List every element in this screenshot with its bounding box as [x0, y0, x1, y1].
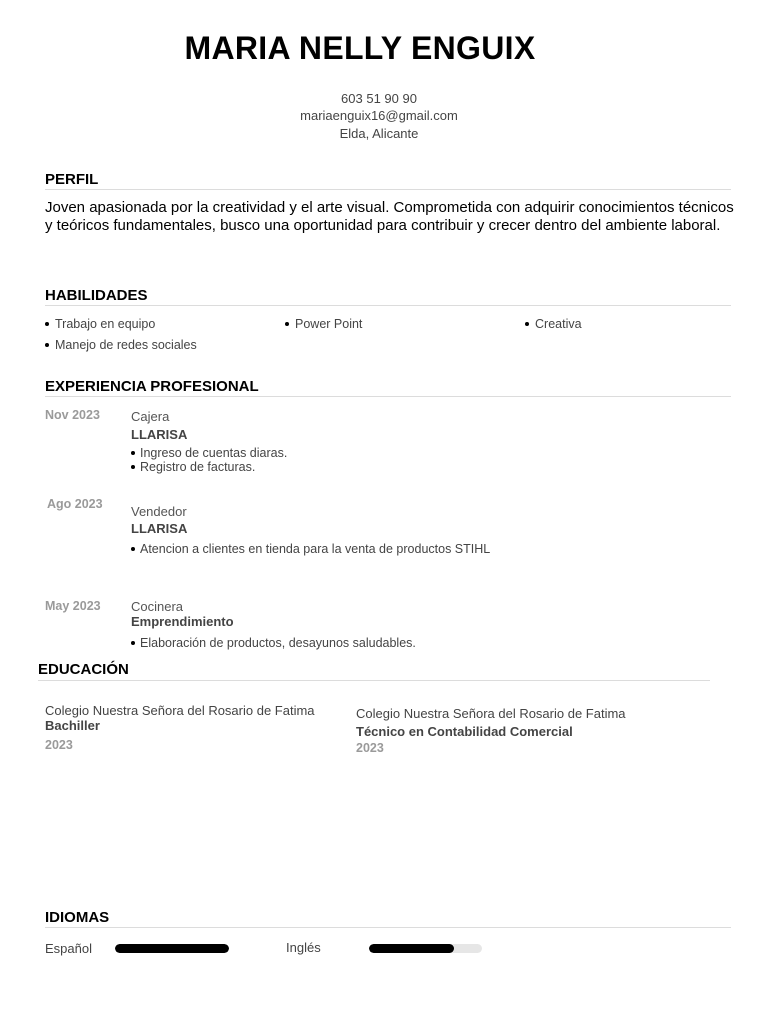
language-level-fill — [369, 944, 454, 953]
language-level-fill — [115, 944, 229, 953]
bullet-icon — [131, 451, 135, 455]
profile-section-title: PERFIL — [45, 171, 99, 188]
education-degree: Técnico en Contabilidad Comercial — [356, 724, 573, 739]
bullet-icon — [131, 641, 135, 645]
languages-section-title: IDIOMAS — [45, 909, 110, 926]
skills-section-title: HABILIDADES — [45, 287, 148, 304]
education-year: 2023 — [356, 741, 384, 755]
education-year: 2023 — [45, 738, 73, 752]
bullet-icon — [45, 322, 49, 326]
skill-item: Trabajo en equipo — [45, 317, 155, 331]
job-role: Vendedor — [131, 504, 187, 519]
experience-section-title: EXPERIENCIA PROFESIONAL — [45, 378, 259, 395]
job-bullet: Atencion a clientes en tienda para la venta de productos STIHL — [131, 542, 490, 556]
phone-number: 603 51 90 90 — [341, 91, 417, 106]
bullet-icon — [45, 343, 49, 347]
languages-divider — [45, 927, 731, 928]
job-role: Cajera — [131, 409, 170, 424]
education-degree: Bachiller — [45, 718, 100, 733]
skill-item: Manejo de redes sociales — [45, 338, 197, 352]
bullet-icon — [525, 322, 529, 326]
experience-divider — [45, 396, 731, 397]
education-divider — [38, 680, 710, 681]
bullet-icon — [131, 465, 135, 469]
job-date: May 2023 — [45, 599, 101, 613]
bullet-icon — [285, 322, 289, 326]
job-date: Ago 2023 — [47, 497, 103, 511]
job-bullet: Registro de facturas. — [131, 460, 255, 474]
job-company: Emprendimiento — [131, 614, 234, 629]
bullet-icon — [131, 547, 135, 551]
language-level-bar — [115, 944, 229, 953]
language-name: Inglés — [286, 940, 321, 955]
profile-divider — [45, 189, 731, 190]
education-school: Colegio Nuestra Señora del Rosario de Fatima — [45, 703, 315, 718]
skills-divider — [45, 305, 731, 306]
language-name: Español — [45, 941, 92, 956]
candidate-name: MARIA NELLY ENGUIX — [184, 30, 536, 66]
job-company: LLARISA — [131, 521, 188, 536]
location: Elda, Alicante — [339, 126, 419, 141]
language-level-bar — [369, 944, 482, 953]
education-section-title: EDUCACIÓN — [38, 661, 129, 678]
profile-text: Joven apasionada por la creatividad y el arte visual. Comprometida con adquirir conocimientos técnicos y teóricos fundamentales, busco una oportunidad para contribuir y crecer dentro del ambiente laboral. — [45, 199, 734, 234]
job-bullet: Elaboración de productos, desayunos saludables. — [131, 636, 416, 650]
job-date: Nov 2023 — [45, 408, 100, 422]
job-bullet: Ingreso de cuentas diaras. — [131, 446, 287, 460]
job-role: Cocinera — [131, 599, 184, 614]
job-company: LLARISA — [131, 427, 188, 442]
skill-item: Creativa — [525, 317, 582, 331]
skill-item: Power Point — [285, 317, 362, 331]
education-school: Colegio Nuestra Señora del Rosario de Fatima — [356, 706, 626, 721]
email-address: mariaenguix16@gmail.com — [300, 108, 458, 123]
